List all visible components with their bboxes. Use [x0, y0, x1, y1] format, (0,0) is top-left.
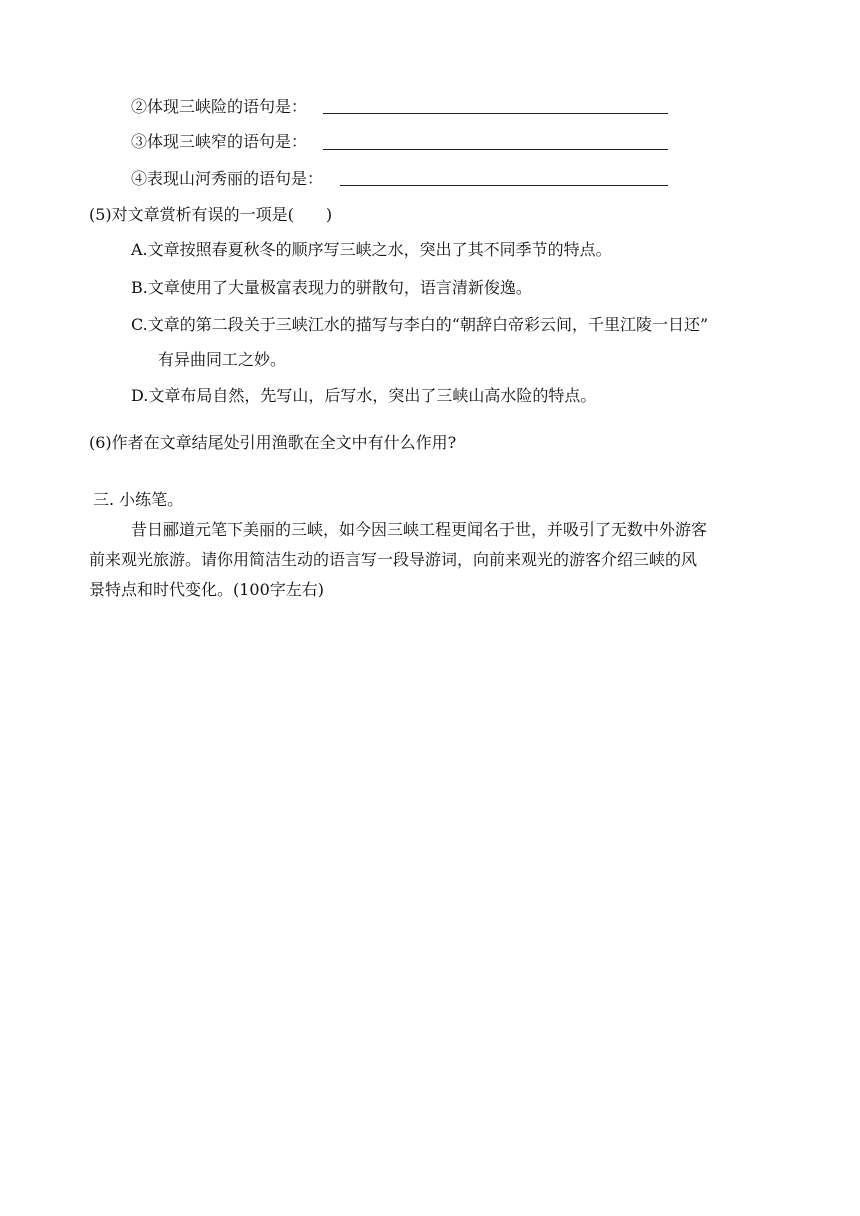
q4-item3-prompt: ③体现三峡窄的语句是： — [131, 132, 308, 151]
q4-item3-answer-blank[interactable] — [323, 149, 668, 150]
q5-option-b: B.文章使用了大量极富表现力的骈散句，语言清新俊逸。 — [131, 278, 532, 297]
q4-item4-answer-blank[interactable] — [340, 185, 668, 186]
q4-item2-answer-blank[interactable] — [323, 113, 668, 114]
q4-item4-prompt: ④表现山河秀丽的语句是： — [131, 169, 324, 188]
q6-stem: (6)作者在文章结尾处引用渔歌在全文中有什么作用? — [89, 433, 457, 452]
section3-heading: 三. 小练笔。 — [93, 490, 184, 509]
section3-paragraph-line3: 景特点和时代变化。(100字左右) — [89, 580, 325, 599]
section3-paragraph-line2: 前来观光旅游。请你用简洁生动的语言写一段导游词，向前来观光的游客介绍三峡的风 — [89, 550, 698, 569]
q5-option-c-line2: 有异曲同工之妙。 — [158, 350, 287, 369]
q5-option-d: D.文章布局自然，先写山，后写水，突出了三峡山高水险的特点。 — [131, 386, 597, 405]
q5-option-c-line1: C.文章的第二段关于三峡江水的描写与李白的“朝辞白帝彩云间，千里江陵一日还” — [131, 315, 709, 334]
q5-option-a: A.文章按照春夏秋冬的顺序写三峡之水，突出了其不同季节的特点。 — [131, 240, 612, 259]
q4-item2-prompt: ②体现三峡险的语句是： — [131, 97, 308, 116]
q5-stem: (5)对文章赏析有误的一项是( ) — [89, 205, 333, 224]
section3-paragraph-line1: 昔日郦道元笔下美丽的三峡，如今因三峡工程更闻名于世，并吸引了无数中外游客 — [131, 520, 708, 539]
